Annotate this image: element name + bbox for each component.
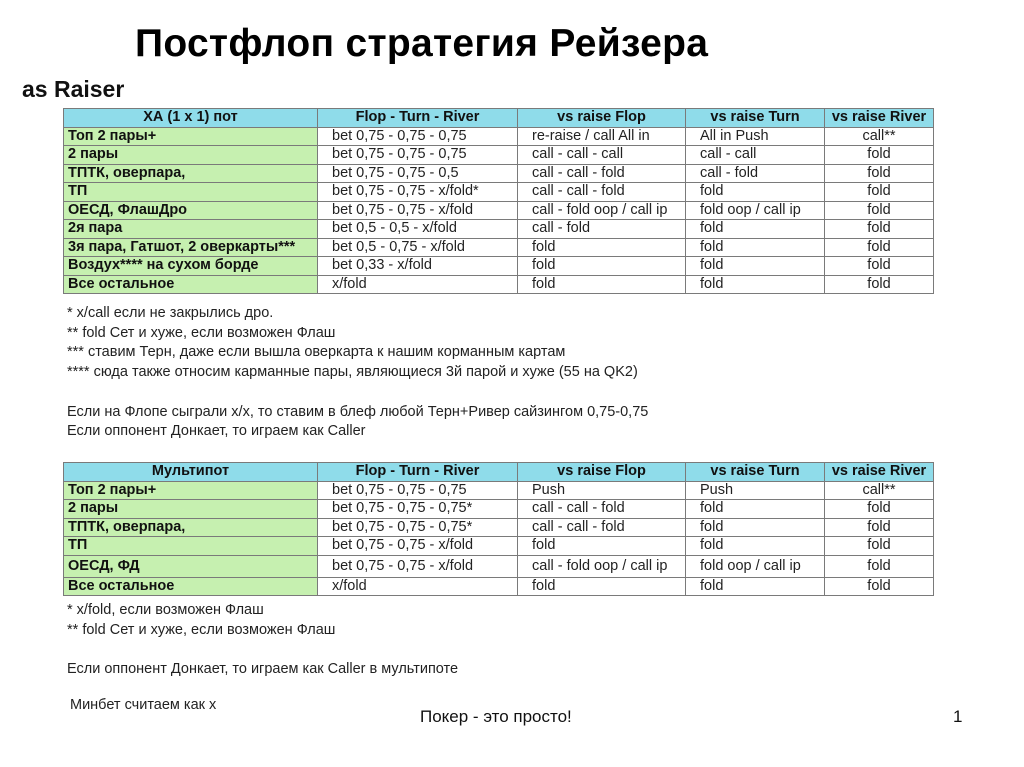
note-line: Если оппонент Донкает, то играем как Caller — [67, 423, 366, 440]
hand-category-cell: 3я пара, Гатшот, 2 оверкарты*** — [64, 238, 318, 257]
table-cell: fold — [686, 220, 825, 239]
table-cell: x/fold — [318, 275, 518, 294]
table-cell: call** — [825, 481, 934, 500]
table-cell: fold — [825, 555, 934, 577]
section-subtitle: as Raiser — [22, 76, 125, 102]
note-line: ** fold Сет и хуже, если возможен Флаш — [67, 324, 336, 341]
table-cell: bet 0,75 - 0,75 - x/fold — [318, 201, 518, 220]
table-row — [64, 481, 934, 500]
hand-category-cell: 2 пары — [64, 500, 318, 519]
column-header: vs raise Flop — [518, 109, 686, 128]
table-cell: call - call - fold — [518, 164, 686, 183]
hand-category-cell: Все остальное — [64, 577, 318, 596]
table-cell: fold — [825, 146, 934, 165]
table-cell: bet 0,75 - 0,75 - 0,5 — [318, 164, 518, 183]
hand-category-cell: ТПТК, оверпара, — [64, 164, 318, 183]
column-header: Flop - Turn - River — [318, 463, 518, 482]
table-cell: fold — [686, 275, 825, 294]
table-cell: bet 0,75 - 0,75 - 0,75 — [318, 146, 518, 165]
table-row — [64, 577, 934, 596]
hand-category-cell: 2 пары — [64, 146, 318, 165]
note-line: ** fold Сет и хуже, если возможен Флаш — [67, 621, 336, 638]
column-header: vs raise Flop — [518, 463, 686, 482]
table-row — [64, 257, 934, 276]
hand-category-cell: Топ 2 пары+ — [64, 481, 318, 500]
table-cell: fold — [825, 164, 934, 183]
note-line — [67, 640, 458, 660]
table-row — [64, 275, 934, 294]
table-row — [64, 201, 934, 220]
column-header: Flop - Turn - River — [318, 109, 518, 128]
column-header: Мультипот — [64, 463, 318, 482]
hand-category-cell: ОЕСД, ФД — [64, 555, 318, 577]
table-cell: fold oop / call ip — [686, 555, 825, 577]
table-cell: Push — [686, 481, 825, 500]
column-header: vs raise Turn — [686, 463, 825, 482]
table-cell: fold — [518, 257, 686, 276]
table-cell: bet 0,75 - 0,75 - x/fold* — [318, 183, 518, 202]
table-cell: bet 0,5 - 0,75 - x/fold — [318, 238, 518, 257]
table-cell: fold — [686, 518, 825, 537]
table-cell: fold — [825, 183, 934, 202]
table-cell: fold — [686, 537, 825, 556]
table-cell: call - call - fold — [518, 500, 686, 519]
minbet-note: Минбет считаем как х — [70, 697, 217, 713]
table-cell: bet 0,75 - 0,75 - 0,75* — [318, 518, 518, 537]
hand-category-cell: Все остальное — [64, 275, 318, 294]
column-header: vs raise Turn — [686, 109, 825, 128]
headsup-notes — [67, 304, 648, 442]
table-row — [64, 164, 934, 183]
table-cell: fold — [686, 257, 825, 276]
column-header: vs raise River — [825, 463, 934, 482]
table-cell: x/fold — [318, 577, 518, 596]
table-cell: fold — [825, 518, 934, 537]
table-cell: fold — [518, 577, 686, 596]
table-cell: call - fold — [518, 220, 686, 239]
table-cell: fold — [686, 500, 825, 519]
table-cell: fold — [825, 201, 934, 220]
page-number: 1 — [953, 707, 963, 726]
hand-category-cell: Топ 2 пары+ — [64, 127, 318, 146]
table-cell: bet 0,75 - 0,75 - x/fold — [318, 555, 518, 577]
hand-category-cell: ОЕСД, ФлашДро — [64, 201, 318, 220]
table-cell: call - call - fold — [518, 518, 686, 537]
table-cell: call - call - call — [518, 146, 686, 165]
table-cell: call - call - fold — [518, 183, 686, 202]
column-header: ХА (1 х 1) пот — [64, 109, 318, 128]
multipot-notes — [67, 601, 458, 680]
table-cell: Push — [518, 481, 686, 500]
table-cell: call - fold — [686, 164, 825, 183]
table-cell: call - fold oop / call ip — [518, 555, 686, 577]
table-header-row — [64, 109, 934, 128]
table-cell: bet 0,75 - 0,75 - 0,75 — [318, 127, 518, 146]
table-row — [64, 220, 934, 239]
table-cell: bet 0,75 - 0,75 - 0,75* — [318, 500, 518, 519]
hand-category-cell: ТПТК, оверпара, — [64, 518, 318, 537]
table-cell: fold — [518, 537, 686, 556]
table-cell: fold — [825, 220, 934, 239]
note-line: Если на Флопе сыграли х/х, то ставим в блеф любой Терн+Ривер сайзингом 0,75-0,75 — [67, 403, 649, 420]
table-cell: fold — [825, 275, 934, 294]
table-row — [64, 183, 934, 202]
column-header: vs raise River — [825, 109, 934, 128]
table-cell: fold — [825, 257, 934, 276]
table-cell: fold — [686, 577, 825, 596]
table-row — [64, 500, 934, 519]
table-cell: fold — [825, 537, 934, 556]
table-cell: bet 0,75 - 0,75 - x/fold — [318, 537, 518, 556]
table-cell: call - call — [686, 146, 825, 165]
table-row — [64, 555, 934, 577]
table-cell: re-raise / call All in — [518, 127, 686, 146]
table-cell: fold — [825, 577, 934, 596]
table-cell: All in Push — [686, 127, 825, 146]
table-row — [64, 127, 934, 146]
table-cell: bet 0,5 - 0,5 - x/fold — [318, 220, 518, 239]
table-cell: bet 0,33 - x/fold — [318, 257, 518, 276]
note-line: Если оппонент Донкает, то играем как Caller в мультипоте — [67, 661, 459, 678]
table-header-row — [64, 463, 934, 482]
note-line: **** сюда также относим карманные пары, являющиеся 3й парой и хуже (55 на QK2) — [67, 364, 638, 381]
table-cell: call - fold oop / call ip — [518, 201, 686, 220]
footer-text: Покер - это просто! — [420, 707, 572, 726]
note-line: * x/call если не закрылись дро. — [67, 305, 274, 321]
note-line — [67, 383, 648, 403]
table-cell: bet 0,75 - 0,75 - 0,75 — [318, 481, 518, 500]
multipot-strategy-table — [63, 462, 934, 596]
headsup-strategy-table — [63, 108, 934, 294]
table-cell: fold — [518, 275, 686, 294]
table-row — [64, 238, 934, 257]
table-cell: fold — [518, 238, 686, 257]
table-cell: fold — [686, 238, 825, 257]
hand-category-cell: ТП — [64, 183, 318, 202]
hand-category-cell: Воздух**** на сухом борде — [64, 257, 318, 276]
hand-category-cell: ТП — [64, 537, 318, 556]
note-line: *** ставим Терн, даже если вышла оверкарта к нашим корманным картам — [67, 344, 566, 361]
table-row — [64, 537, 934, 556]
note-line: * x/fold, если возможен Флаш — [67, 602, 264, 618]
table-cell: fold — [686, 183, 825, 202]
table-cell: call** — [825, 127, 934, 146]
table-cell: fold oop / call ip — [686, 201, 825, 220]
table-row — [64, 518, 934, 537]
table-row — [64, 146, 934, 165]
table-cell: fold — [825, 238, 934, 257]
hand-category-cell: 2я пара — [64, 220, 318, 239]
slide-title: Постфлоп стратегия Рейзера — [135, 22, 709, 65]
table-cell: fold — [825, 500, 934, 519]
